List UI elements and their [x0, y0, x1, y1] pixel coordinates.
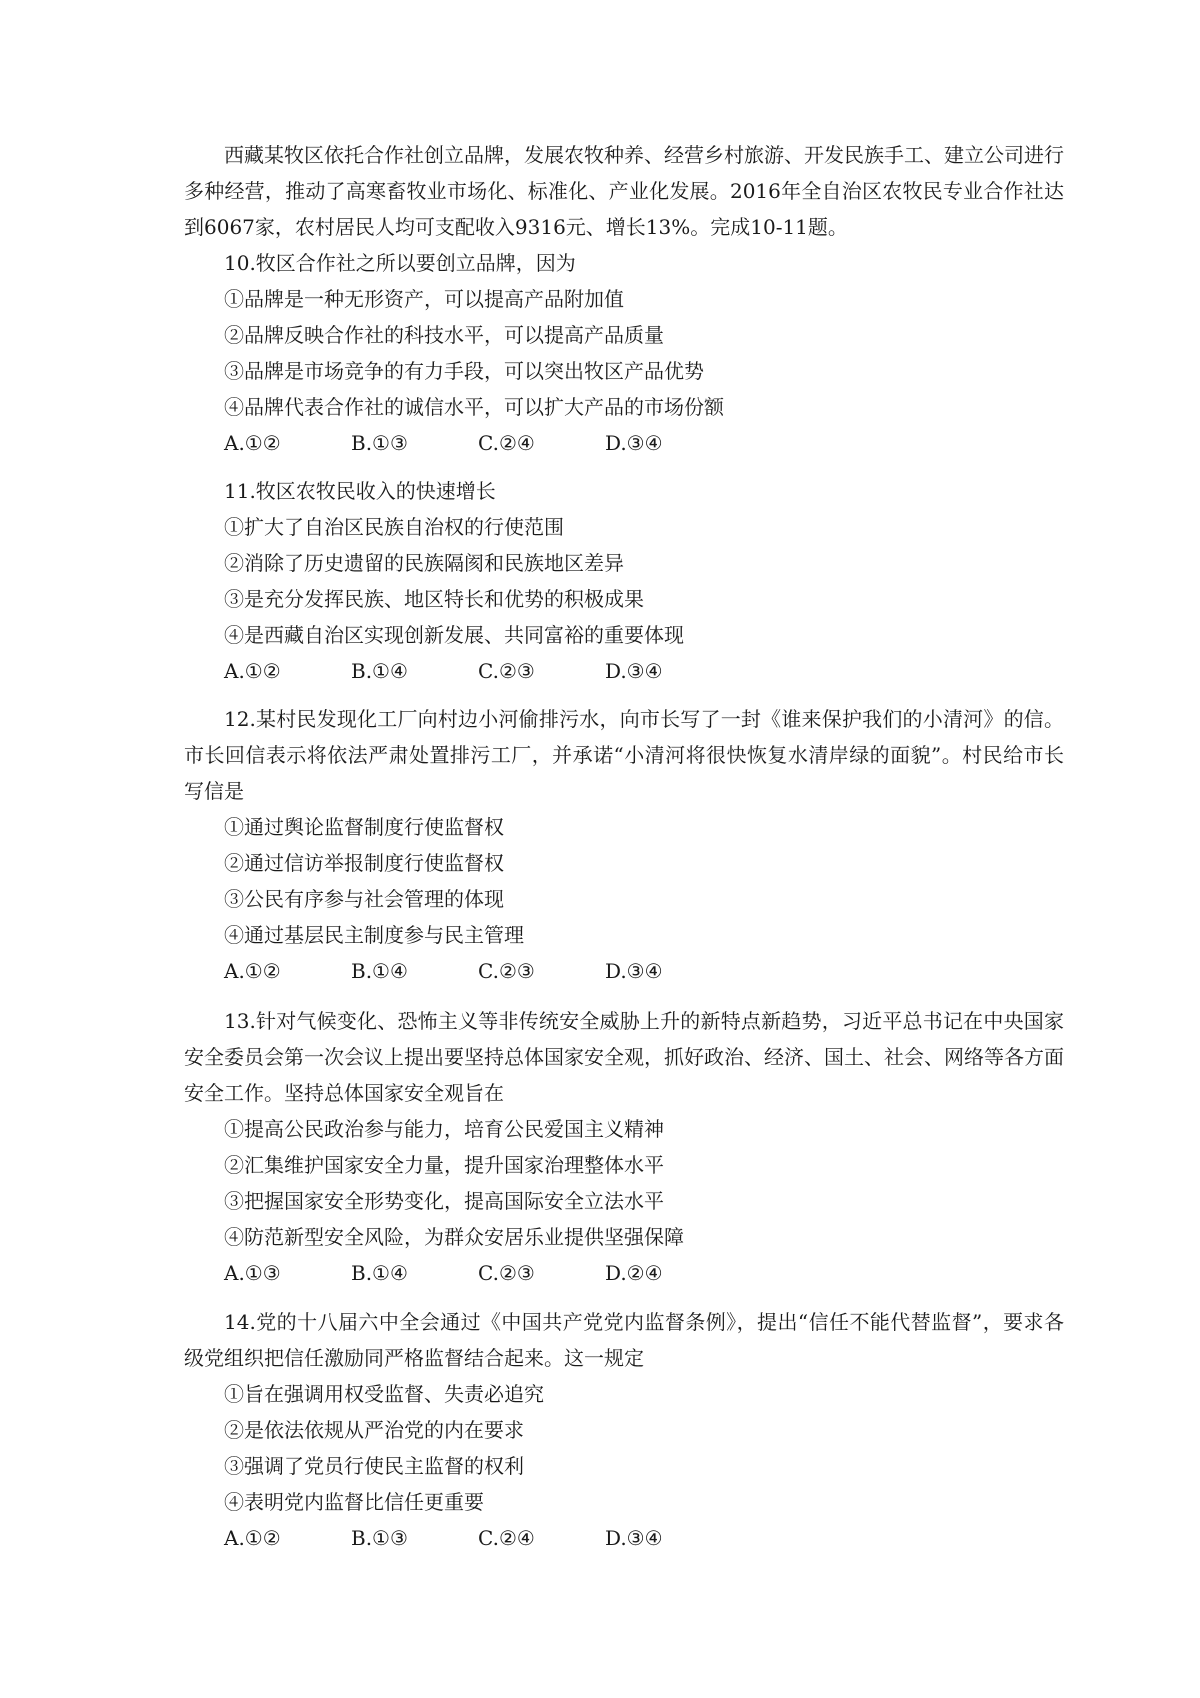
question-13 [184, 1003, 1064, 1291]
option-b: B.①④ [351, 1261, 408, 1285]
question-stem: 11.牧区农牧民收入的快速增长 [224, 479, 496, 503]
intro-block [184, 137, 1064, 245]
question-12 [184, 701, 1064, 989]
question-10 [184, 245, 1064, 461]
statement-3: ③是充分发挥民族、地区特长和优势的积极成果 [224, 587, 644, 611]
statement-3: ③品牌是市场竞争的有力手段，可以突出牧区产品优势 [224, 359, 704, 383]
statement-2: ②汇集维护国家安全力量，提升国家治理整体水平 [224, 1153, 664, 1177]
statement-1: ①提高公民政治参与能力，培育公民爱国主义精神 [224, 1117, 664, 1141]
statement-1: ①扩大了自治区民族自治权的行使范围 [224, 515, 564, 539]
option-a: A.①② [224, 1526, 281, 1550]
statement-2: ②是依法依规从严治党的内在要求 [224, 1418, 524, 1442]
option-a: A.①② [224, 959, 281, 983]
question-stem: 10.牧区合作社之所以要创立品牌，因为 [224, 251, 576, 275]
option-b: B.①③ [351, 431, 408, 455]
option-d: D.③④ [605, 959, 663, 983]
question-stem: 13.针对气候变化、恐怖主义等非传统安全威胁上升的新特点新趋势，习近平总书记在中央国家安全委员会第一次会议上提出要坚持总体国家安全观，抓好政治、经济、国土、社会、网络等各方面安全工作。坚持总体国家安全观旨在 [184, 1009, 1064, 1105]
question-stem: 14.党的十八届六中全会通过《中国共产党党内监督条例》，提出“信任不能代替监督”，要求各级党组织把信任激励同严格监督结合起来。这一规定 [184, 1310, 1064, 1370]
statement-3: ③强调了党员行使民主监督的权利 [224, 1454, 524, 1478]
answer-options [184, 425, 1064, 461]
statement-4: ④通过基层民主制度参与民主管理 [224, 923, 524, 947]
option-d: D.③④ [605, 1526, 663, 1550]
option-b: B.①④ [351, 959, 408, 983]
question-stem: 12.某村民发现化工厂向村边小河偷排污水，向市长写了一封《谁来保护我们的小清河》的信。市长回信表示将依法严肃处置排污工厂，并承诺“小清河将很快恢复水清岸绿的面貌”。村民给市长写信是 [184, 707, 1064, 803]
statement-3: ③公民有序参与社会管理的体现 [224, 887, 504, 911]
statement-1: ①通过舆论监督制度行使监督权 [224, 815, 504, 839]
option-a: A.①② [224, 431, 281, 455]
answer-options [184, 1255, 1064, 1291]
option-b: B.①③ [351, 1526, 408, 1550]
option-b: B.①④ [351, 659, 408, 683]
answer-options [184, 953, 1064, 989]
question-14 [184, 1304, 1064, 1556]
statement-2: ②消除了历史遗留的民族隔阂和民族地区差异 [224, 551, 624, 575]
statement-1: ①旨在强调用权受监督、失责必追究 [224, 1382, 544, 1406]
statement-2: ②品牌反映合作社的科技水平，可以提高产品质量 [224, 323, 664, 347]
option-c: C.②③ [478, 659, 535, 683]
answer-options [184, 653, 1064, 689]
option-c: C.②④ [478, 1526, 535, 1550]
option-c: C.②③ [478, 959, 535, 983]
option-d: D.②④ [605, 1261, 663, 1285]
option-a: A.①② [224, 659, 281, 683]
answer-options [184, 1520, 1064, 1556]
intro-paragraph: 西藏某牧区依托合作社创立品牌，发展农牧种养、经营乡村旅游、开发民族手工、建立公司进行多种经营，推动了高寒畜牧业市场化、标准化、产业化发展。2016年全自治区农牧民专业合作社达到6067家，农村居民人均可支配收入9316元、增长13%。完成10-11题。 [184, 143, 1064, 239]
statement-4: ④防范新型安全风险，为群众安居乐业提供坚强保障 [224, 1225, 684, 1249]
statement-4: ④是西藏自治区实现创新发展、共同富裕的重要体现 [224, 623, 684, 647]
option-a: A.①③ [224, 1261, 281, 1285]
question-11 [184, 473, 1064, 689]
statement-1: ①品牌是一种无形资产，可以提高产品附加值 [224, 287, 624, 311]
option-c: C.②④ [478, 431, 535, 455]
statement-4: ④表明党内监督比信任更重要 [224, 1490, 484, 1514]
option-c: C.②③ [478, 1261, 535, 1285]
statement-3: ③把握国家安全形势变化，提高国际安全立法水平 [224, 1189, 664, 1213]
statement-4: ④品牌代表合作社的诚信水平，可以扩大产品的市场份额 [224, 395, 724, 419]
statement-2: ②通过信访举报制度行使监督权 [224, 851, 504, 875]
option-d: D.③④ [605, 659, 663, 683]
option-d: D.③④ [605, 431, 663, 455]
